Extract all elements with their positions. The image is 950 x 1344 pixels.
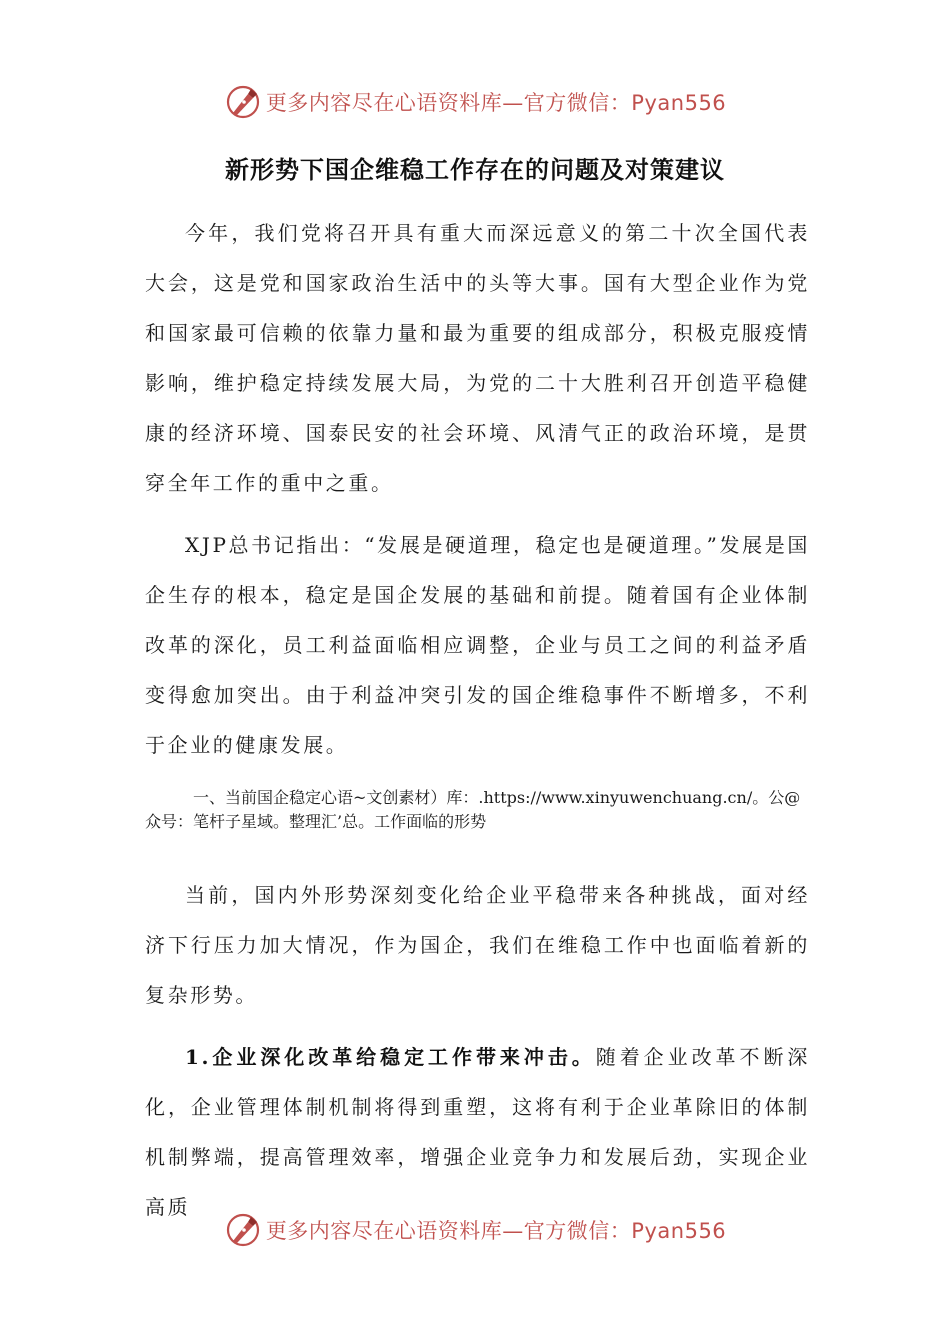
paragraph-quote: XJP总书记指出：“发展是硬道理，稳定也是硬道理。”发展是国企生存的根本，稳定是国企发展的基础和前提。随着国有企业体制改革的深化，员工利益面临相应调整，企业与员工之间的利益矛盾变得愈加突出。由于利益冲突引发的国企维稳事件不断增多，不利于企业的健康发展。 xyxy=(145,533,810,757)
header-banner xyxy=(0,82,950,122)
point-1-body: 随着企业改革不断深化，企业管理体制机制将得到重塑，这将有利于企业革除旧的体制机制弊端，提高管理效率，增强企业竞争力和发展后劲，实现企业高质 xyxy=(145,1045,810,1219)
paragraph-intro: 今年，我们党将召开具有重大而深远意义的第二十次全国代表大会，这是党和国家政治生活中的头等大事。国有大型企业作为党和国家最可信赖的依靠力量和最为重要的组成部分，积极克服疫情影响，维护稳定持续发展大局，为党的二十大胜利召开创造平稳健康的经济环境、国泰民安的社会环境、风清气正的政治环境，是贯穿全年工作的重中之重。 xyxy=(145,221,810,495)
pen-nib-icon xyxy=(224,83,262,121)
banner-text: 更多内容尽在心语资料库—官方微信：Pyan556 xyxy=(265,1219,727,1243)
banner-text: 更多内容尽在心语资料库—官方微信：Pyan556 xyxy=(265,91,727,115)
document-title: 新形势下国企维稳工作存在的问题及对策建议 xyxy=(225,155,725,184)
paragraph-situation: 当前，国内外形势深刻变化给企业平稳带来各种挑战，面对经济下行压力加大情况，作为国企，我们在维稳工作中也面临着新的复杂形势。 xyxy=(145,883,810,1007)
pen-nib-icon xyxy=(224,1211,262,1249)
point-1-heading: 1.企业深化改革给稳定工作带来冲击。 xyxy=(185,1045,596,1069)
footer-banner xyxy=(0,1210,950,1250)
paragraph-point-1 xyxy=(145,1032,810,1232)
section-heading: 一、当前国企稳定心语~文创素材）库：.https://www.xinyuwenchuang.cn/。公@众号：笔杆子星域。整理汇’总。工作面临的形势 xyxy=(145,788,801,831)
